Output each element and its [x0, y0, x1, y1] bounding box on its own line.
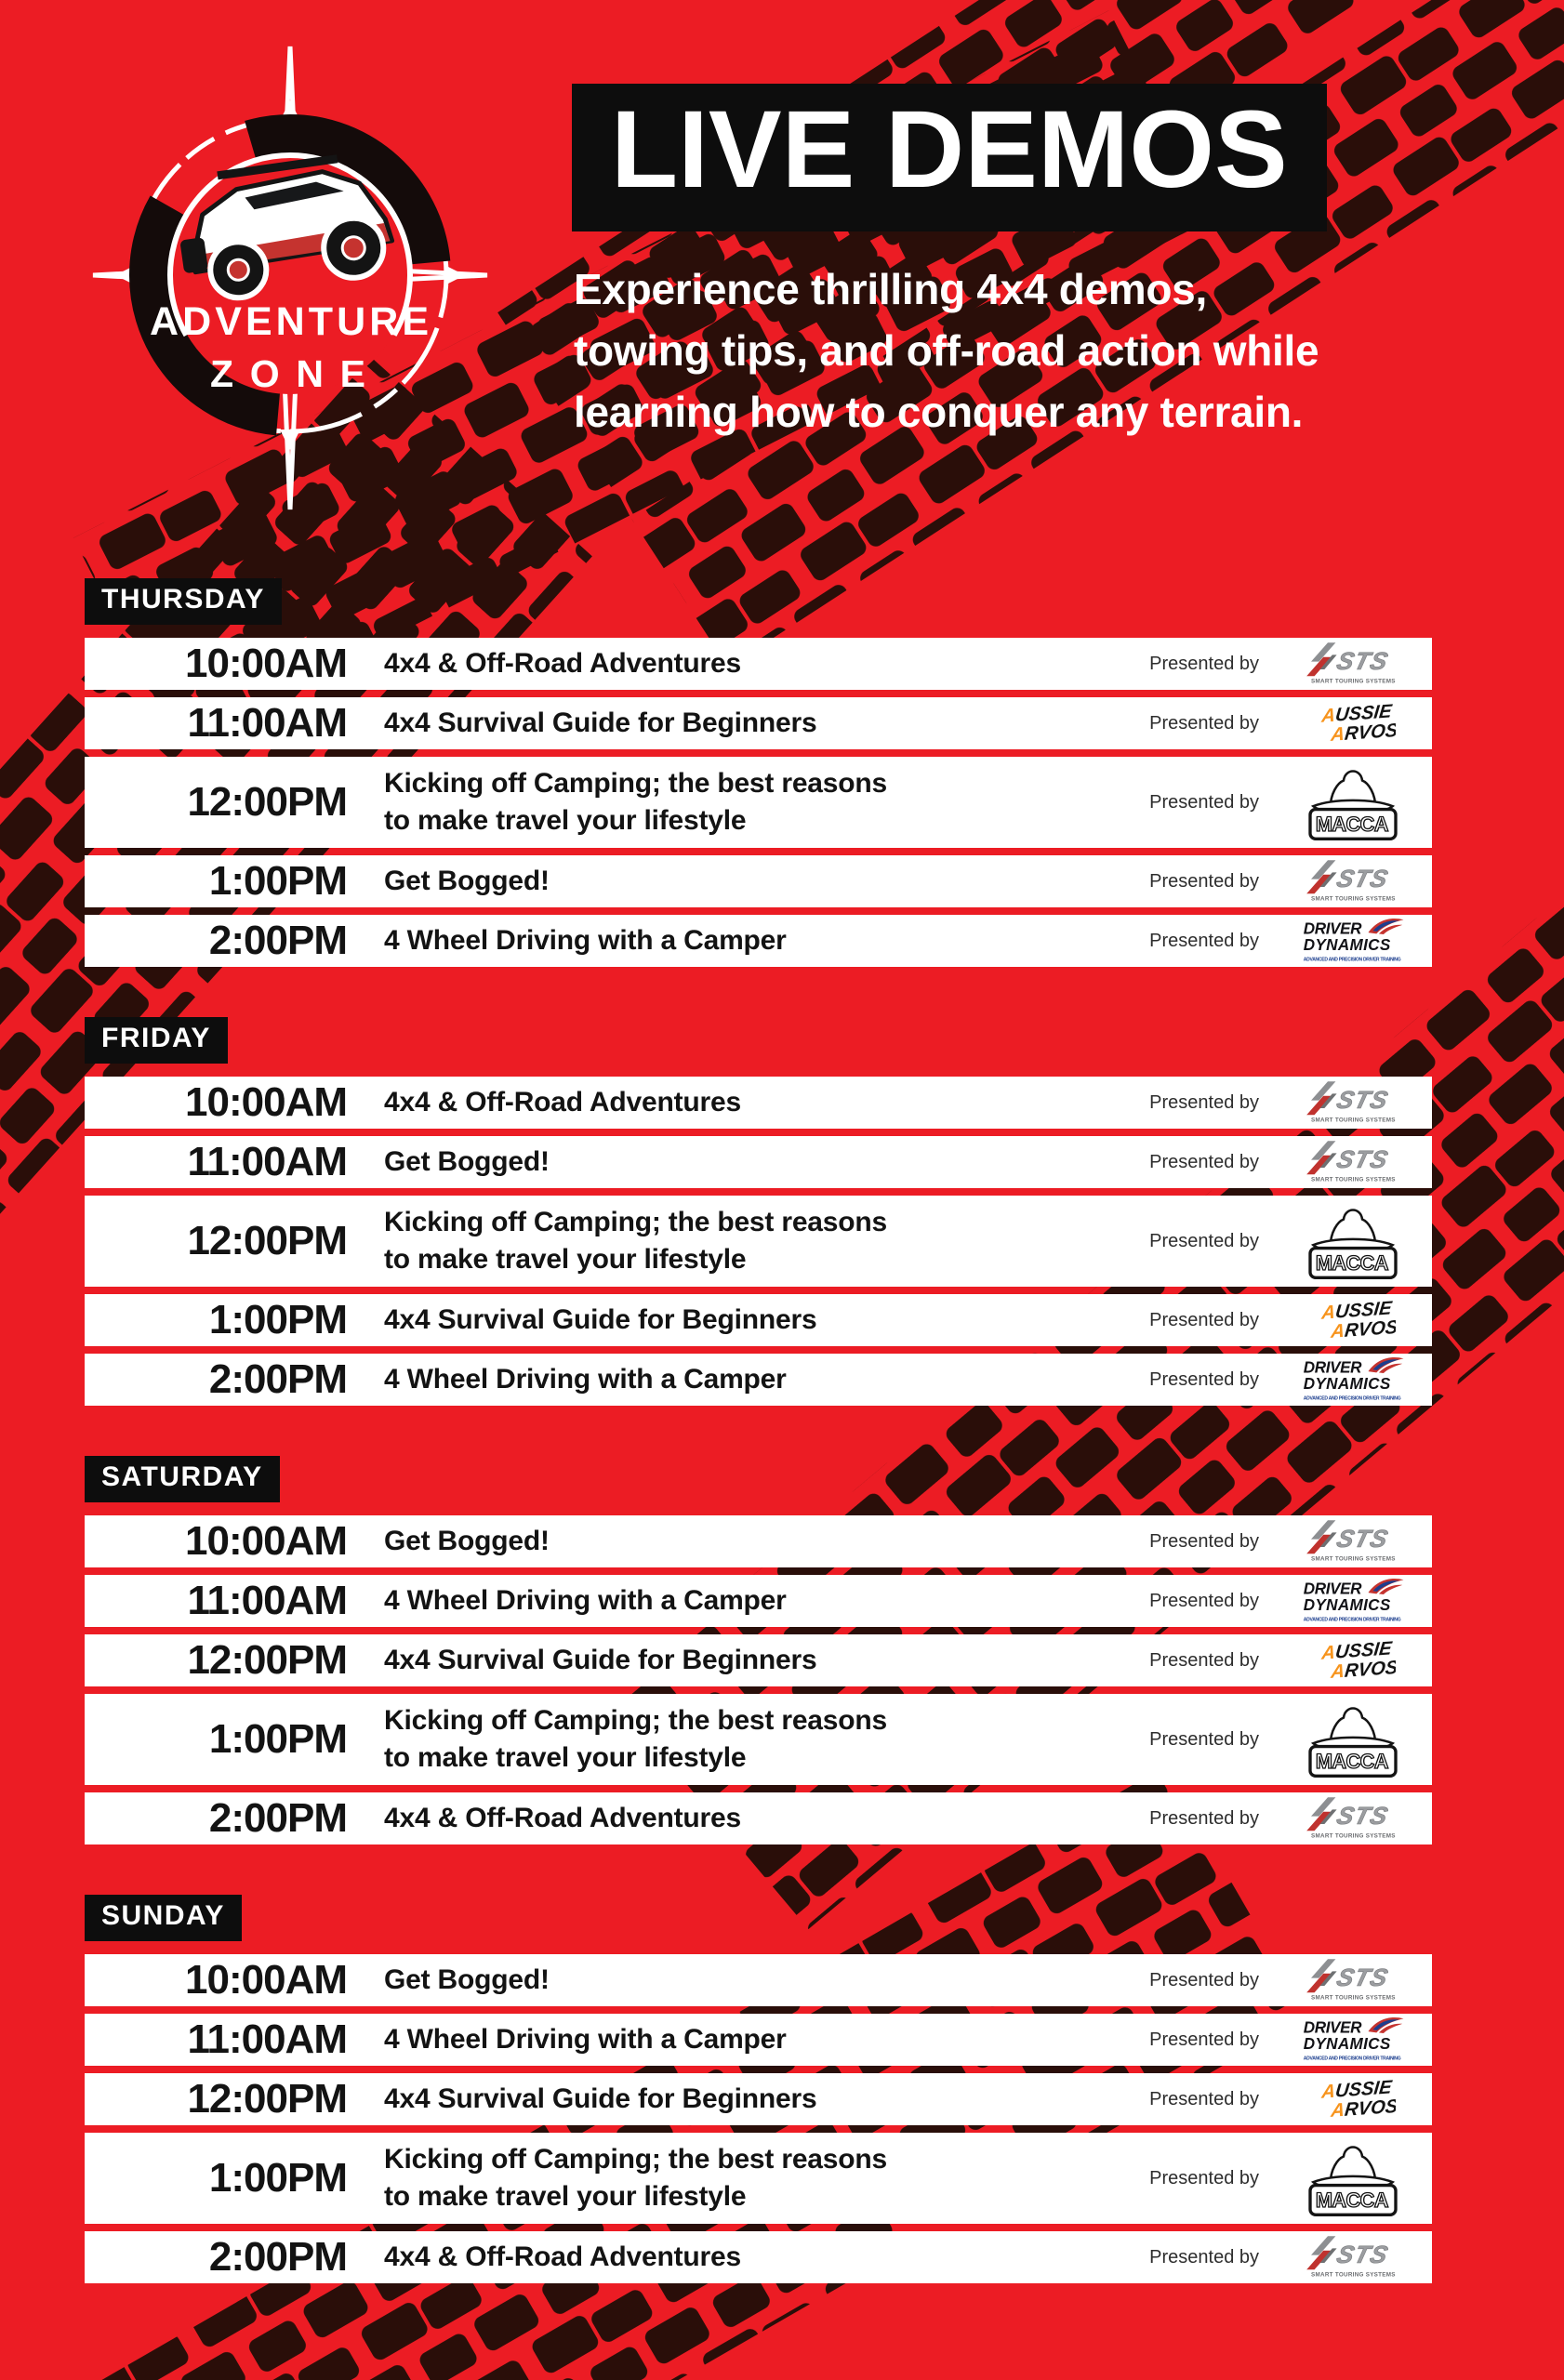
- presenter-logo-aussie-arvos: [1283, 1636, 1423, 1685]
- event-title: [384, 1962, 1149, 1999]
- event-time: 10:00AM: [185, 1518, 347, 1564]
- event-title-line: 4x4 & Off-Road Adventures: [384, 1803, 741, 1834]
- schedule-row: [85, 915, 1432, 967]
- presenter-logo-aussie-arvos: [1283, 2075, 1423, 2123]
- presented-by-label: Presented by: [1149, 2029, 1259, 2050]
- schedule-row: [85, 2133, 1432, 2224]
- presented-by-label: Presented by: [1149, 1151, 1259, 1172]
- event-time: 11:00AM: [187, 1578, 347, 1623]
- event-time: 12:00PM: [187, 1218, 347, 1263]
- event-title: [384, 2239, 1149, 2276]
- presenter-logo-macca: [1283, 1697, 1423, 1782]
- schedule-row: [85, 757, 1432, 848]
- page-title-text: LIVE DEMOS: [611, 88, 1288, 211]
- event-title: [384, 1144, 1149, 1181]
- event-title: [384, 765, 1149, 839]
- event-title: [384, 922, 1149, 959]
- event-title: [384, 2141, 1149, 2215]
- presenter-logo-sts: [1283, 859, 1423, 904]
- event-title-line: Get Bogged!: [384, 1964, 550, 1996]
- event-title-line: Get Bogged!: [384, 1146, 550, 1178]
- presented-by-label: Presented by: [1149, 2088, 1259, 2109]
- brand-name-line1: ADVENTURE: [150, 299, 431, 344]
- event-title: [384, 2021, 1149, 2058]
- event-title-line: 4 Wheel Driving with a Camper: [384, 1585, 787, 1617]
- presented-by-label: Presented by: [1149, 1230, 1259, 1251]
- adventure-zone-logo: [86, 43, 495, 517]
- day-header-sunday: SUNDAY: [85, 1895, 242, 1941]
- schedule-row: [85, 1136, 1432, 1188]
- presenter-logo-driver-dynamics: [1283, 2016, 1423, 2064]
- event-time: 11:00AM: [187, 1139, 347, 1184]
- event-title-line: 4x4 & Off-Road Adventures: [384, 1087, 741, 1118]
- event-time: 12:00PM: [187, 1637, 347, 1683]
- event-title-line: 4x4 Survival Guide for Beginners: [384, 2083, 817, 2115]
- event-title: [384, 1702, 1149, 1776]
- schedule-row: [85, 855, 1432, 907]
- event-title-line: Kicking off Camping; the best reasons: [384, 2144, 888, 2175]
- event-title: [384, 1084, 1149, 1121]
- event-title: [384, 645, 1149, 682]
- page-title: [572, 84, 1327, 231]
- schedule-row: [85, 1294, 1432, 1346]
- schedule: [85, 578, 1432, 2334]
- presenter-logo-aussie-arvos: [1283, 699, 1423, 747]
- event-title-line: to make travel your lifestyle: [384, 1244, 747, 1275]
- presenter-logo-macca: [1283, 1198, 1423, 1284]
- event-title-line: 4x4 Survival Guide for Beginners: [384, 707, 817, 739]
- subtitle-line: learning how to conquer any terrain.: [574, 388, 1304, 437]
- presenter-logo-sts: [1283, 1140, 1423, 1184]
- presenter-logo-sts: [1283, 2235, 1423, 2280]
- event-time: 10:00AM: [185, 1079, 347, 1125]
- event-time: 1:00PM: [208, 2155, 347, 2201]
- schedule-row: [85, 638, 1432, 690]
- event-title-line: 4x4 & Off-Road Adventures: [384, 648, 741, 680]
- event-title-line: Kicking off Camping; the best reasons: [384, 768, 888, 800]
- event-time: 2:00PM: [208, 918, 347, 963]
- presenter-logo-sts: [1283, 1519, 1423, 1564]
- brand-name-line2: ZONE: [210, 352, 370, 395]
- presented-by-label: Presented by: [1149, 1649, 1259, 1671]
- event-title: [384, 2081, 1149, 2118]
- event-title-line: to make travel your lifestyle: [384, 1742, 747, 1773]
- day-section-friday: [85, 1017, 1432, 1406]
- presented-by-label: Presented by: [1149, 712, 1259, 734]
- event-title: [384, 863, 1149, 900]
- presented-by-label: Presented by: [1149, 930, 1259, 951]
- event-title-line: 4x4 Survival Guide for Beginners: [384, 1304, 817, 1336]
- event-title: [384, 1204, 1149, 1277]
- event-title-line: 4x4 Survival Guide for Beginners: [384, 1645, 817, 1676]
- event-title-line: 4x4 & Off-Road Adventures: [384, 2241, 741, 2273]
- schedule-row: [85, 1954, 1432, 2006]
- presenter-logo-macca: [1283, 2135, 1423, 2221]
- presented-by-label: Presented by: [1149, 653, 1259, 674]
- event-title-line: 4 Wheel Driving with a Camper: [384, 2024, 787, 2056]
- presenter-logo-driver-dynamics: [1283, 917, 1423, 965]
- event-time: 2:00PM: [208, 1795, 347, 1841]
- poster-subtitle: [574, 258, 1319, 443]
- event-time: 11:00AM: [187, 700, 347, 746]
- presenter-logo-sts: [1283, 1796, 1423, 1841]
- presented-by-label: Presented by: [1149, 1530, 1259, 1552]
- schedule-row: [85, 1792, 1432, 1844]
- event-time: 10:00AM: [185, 1957, 347, 2003]
- presenter-logo-driver-dynamics: [1283, 1577, 1423, 1625]
- event-time: 1:00PM: [208, 1297, 347, 1342]
- event-title-line: 4 Wheel Driving with a Camper: [384, 1364, 787, 1395]
- schedule-row: [85, 2231, 1432, 2283]
- event-title: [384, 1523, 1149, 1560]
- presenter-logo-aussie-arvos: [1283, 1296, 1423, 1344]
- day-section-saturday: [85, 1456, 1432, 1844]
- day-header-thursday: THURSDAY: [85, 578, 282, 625]
- event-time: 12:00PM: [187, 2076, 347, 2122]
- event-time: 1:00PM: [208, 858, 347, 904]
- presented-by-label: Presented by: [1149, 870, 1259, 892]
- day-section-thursday: [85, 578, 1432, 967]
- event-time: 12:00PM: [187, 779, 347, 825]
- event-title: [384, 1800, 1149, 1837]
- schedule-row: [85, 2014, 1432, 2066]
- presented-by-label: Presented by: [1149, 2246, 1259, 2268]
- presented-by-label: Presented by: [1149, 1590, 1259, 1611]
- schedule-row: [85, 1196, 1432, 1287]
- presented-by-label: Presented by: [1149, 1368, 1259, 1390]
- event-time: 10:00AM: [185, 641, 347, 686]
- schedule-row: [85, 1354, 1432, 1406]
- schedule-row: [85, 1634, 1432, 1686]
- event-title: [384, 705, 1149, 742]
- event-title-line: Kicking off Camping; the best reasons: [384, 1207, 888, 1238]
- presented-by-label: Presented by: [1149, 1728, 1259, 1750]
- event-title: [384, 1582, 1149, 1620]
- event-title-line: Get Bogged!: [384, 866, 550, 897]
- presented-by-label: Presented by: [1149, 1091, 1259, 1113]
- event-time: 2:00PM: [208, 1356, 347, 1402]
- presenter-logo-sts: [1283, 1958, 1423, 2003]
- event-time: 1:00PM: [208, 1716, 347, 1762]
- presented-by-label: Presented by: [1149, 1807, 1259, 1829]
- subtitle-line: towing tips, and off-road action while: [574, 326, 1319, 376]
- schedule-row: [85, 1694, 1432, 1785]
- schedule-row: [85, 1575, 1432, 1627]
- day-header-friday: FRIDAY: [85, 1017, 228, 1064]
- event-time: 2:00PM: [208, 2234, 347, 2280]
- presented-by-label: Presented by: [1149, 1309, 1259, 1330]
- event-title-line: to make travel your lifestyle: [384, 2181, 747, 2212]
- day-section-sunday: [85, 1895, 1432, 2283]
- presented-by-label: Presented by: [1149, 791, 1259, 813]
- event-title: [384, 1361, 1149, 1398]
- presented-by-label: Presented by: [1149, 2167, 1259, 2188]
- schedule-row: [85, 697, 1432, 749]
- presenter-logo-sts: [1283, 1080, 1423, 1125]
- event-time: 11:00AM: [187, 2016, 347, 2062]
- presented-by-label: Presented by: [1149, 1969, 1259, 1990]
- presenter-logo-macca: [1283, 760, 1423, 845]
- event-title-line: Get Bogged!: [384, 1526, 550, 1557]
- event-title-line: to make travel your lifestyle: [384, 805, 747, 836]
- event-title-line: 4 Wheel Driving with a Camper: [384, 925, 787, 957]
- subtitle-line: Experience thrilling 4x4 demos,: [574, 265, 1207, 313]
- presenter-logo-sts: [1283, 641, 1423, 686]
- schedule-row: [85, 2073, 1432, 2125]
- presenter-logo-driver-dynamics: [1283, 1355, 1423, 1404]
- day-header-saturday: SATURDAY: [85, 1456, 280, 1502]
- schedule-row: [85, 1077, 1432, 1129]
- schedule-row: [85, 1515, 1432, 1567]
- event-title-line: Kicking off Camping; the best reasons: [384, 1705, 888, 1737]
- event-title: [384, 1642, 1149, 1679]
- event-title: [384, 1302, 1149, 1339]
